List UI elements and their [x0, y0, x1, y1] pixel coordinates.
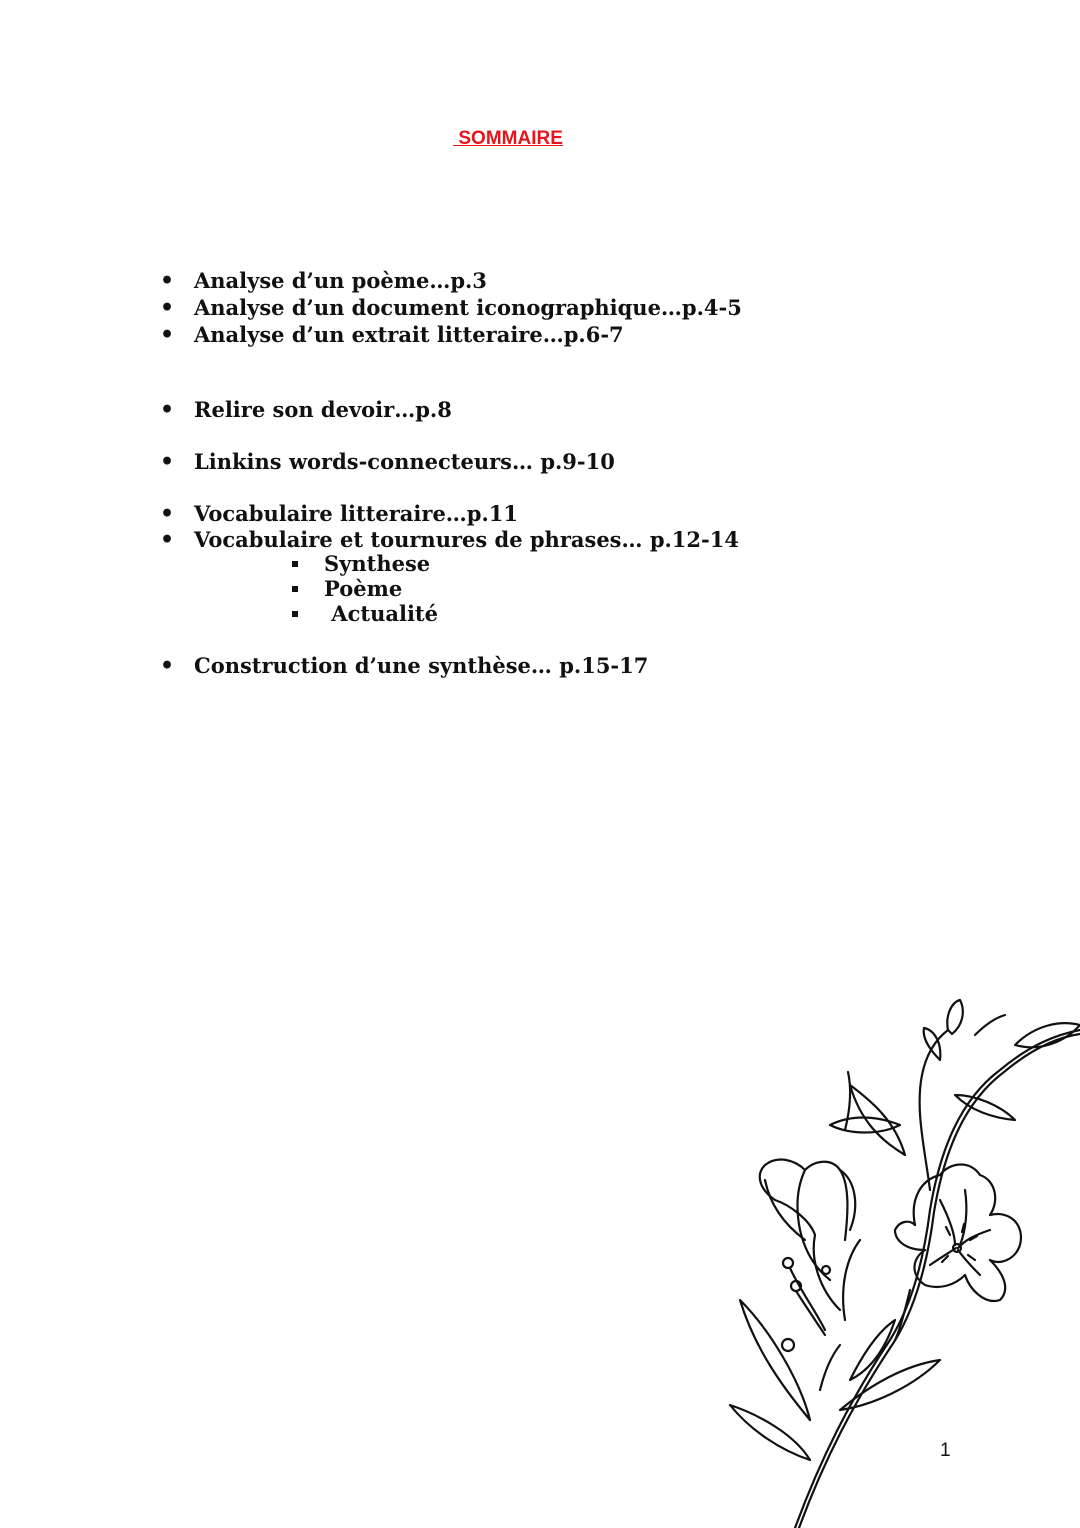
toc-item-literary-vocabulary [160, 501, 518, 527]
toc-item-label: Vocabulaire et tournures de phrases… p.12-14 [194, 527, 739, 552]
toc-item-label: Vocabulaire litteraire…p.11 [194, 501, 519, 526]
toc-item-label: Linkins words-connecteurs… p.9-10 [194, 449, 615, 474]
bullet-icon: • [160, 397, 175, 423]
toc-item-iconographic [160, 295, 742, 321]
floral-line-art-icon [700, 990, 1080, 1528]
toc-subitem-label: Synthese [324, 551, 431, 576]
bullet-icon: • [160, 295, 175, 321]
page-title: SOMMAIRE [453, 128, 563, 149]
toc-item-poem [160, 268, 487, 294]
bullet-icon: • [160, 653, 175, 679]
page-number: 1 [940, 1440, 951, 1461]
bullet-icon: • [160, 501, 175, 527]
toc-subitem-synthese [292, 551, 430, 577]
square-bullet-icon [292, 611, 298, 617]
toc-item-synthesis-construction [160, 653, 648, 679]
bullet-icon: • [160, 268, 175, 294]
toc-subitem-label: Actualité [324, 601, 438, 626]
toc-item-vocabulary-phrases [160, 527, 739, 553]
square-bullet-icon [292, 561, 298, 567]
toc-item-label: Analyse d’un document iconographique…p.4-5 [194, 295, 742, 320]
bullet-icon: • [160, 527, 175, 553]
toc-item-reread [160, 397, 452, 423]
toc-item-label: Analyse d’un extrait litteraire…p.6-7 [194, 322, 624, 347]
bullet-icon: • [160, 449, 175, 475]
square-bullet-icon [292, 586, 298, 592]
toc-item-label: Relire son devoir…p.8 [194, 397, 452, 422]
toc-item-label: Analyse d’un poème…p.3 [194, 268, 487, 293]
toc-subitem-actualite [292, 601, 438, 627]
toc-item-literary-extract [160, 322, 624, 348]
toc-subitem-poeme [292, 576, 402, 602]
toc-item-label: Construction d’une synthèse… p.15-17 [194, 653, 649, 678]
toc-item-linking-words [160, 449, 615, 475]
toc-subitem-label: Poème [324, 576, 403, 601]
bullet-icon: • [160, 322, 175, 348]
